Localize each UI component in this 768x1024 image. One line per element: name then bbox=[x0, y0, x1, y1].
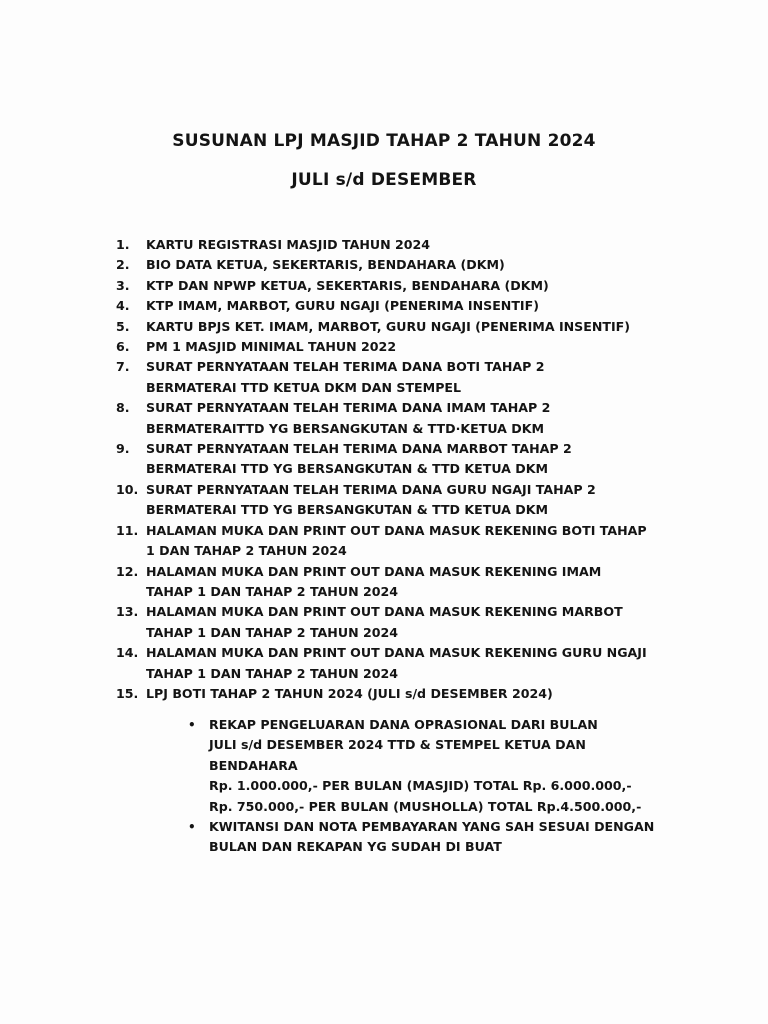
item-text: SURAT PERNYATAAN TELAH TERIMA DANA IMAM TAHAP 2 BERMATERAITTD YG BERSANGKUTAN & TTD·KETUA DKM bbox=[146, 400, 551, 436]
item-text: HALAMAN MUKA DAN PRINT OUT DANA MASUK REKENING IMAM TAHAP 1 DAN TAHAP 2 TAHUN 2024 bbox=[146, 563, 602, 599]
requirements-list bbox=[116, 235, 716, 704]
list-item bbox=[116, 296, 716, 316]
bullet-item bbox=[188, 817, 708, 858]
list-item bbox=[116, 235, 716, 255]
list-item bbox=[116, 255, 716, 275]
item-number: 8. bbox=[116, 400, 130, 416]
list-item bbox=[116, 480, 716, 521]
document-subtitle: JULI s/d DESEMBER bbox=[291, 170, 477, 190]
item-text: SURAT PERNYATAAN TELAH TERIMA DANA GURU NGAJI TAHAP 2 BERMATERAI TTD YG BERSANGKUTAN & TTD KETUA DKM bbox=[146, 481, 596, 518]
item-text: KARTU REGISTRASI MASJID TAHUN 2024 bbox=[146, 237, 431, 252]
item-text: PM 1 MASJID MINIMAL TAHUN 2022 bbox=[146, 339, 397, 355]
item-number: 5. bbox=[116, 318, 130, 334]
list-item bbox=[116, 521, 716, 562]
item-text: SURAT PERNYATAAN TELAH TERIMA DANA MARBOT TAHAP 2 BERMATERAI TTD YG BERSANGKUTAN & TTD KETUA DKM bbox=[146, 441, 572, 477]
item-number: 4. bbox=[116, 298, 130, 314]
list-item bbox=[116, 317, 716, 337]
notes-list bbox=[188, 715, 708, 858]
bullet-text: KWITANSI DAN NOTA PEMBAYARAN YANG SAH SESUAI DENGAN BULAN DAN REKAPAN YG SUDAH DI BUAT bbox=[209, 819, 655, 855]
item-number: 14. bbox=[116, 645, 139, 661]
item-text: KTP DAN NPWP KETUA, SEKERTARIS, BENDAHARA (DKM) bbox=[146, 277, 549, 293]
item-number: 15. bbox=[116, 685, 139, 701]
item-number: 11. bbox=[116, 522, 139, 538]
item-number: 7. bbox=[116, 359, 130, 375]
list-item bbox=[116, 562, 716, 603]
item-number: 6. bbox=[116, 339, 130, 355]
item-text: LPJ BOTI TAHAP 2 TAHUN 2024 (JULI s/d DESEMBER 2024) bbox=[146, 685, 553, 701]
item-number: 2. bbox=[116, 257, 130, 273]
item-number: 1. bbox=[116, 237, 130, 252]
bullet-icon: • bbox=[188, 820, 196, 835]
item-number: 10. bbox=[116, 481, 139, 497]
item-number: 3. bbox=[116, 277, 130, 293]
list-item bbox=[116, 684, 716, 704]
item-text: KARTU BPJS KET. IMAM, MARBOT, GURU NGAJI (PENERIMA INSENTIF) bbox=[146, 318, 631, 334]
list-item bbox=[116, 643, 716, 684]
list-item bbox=[116, 439, 716, 480]
list-item bbox=[116, 276, 716, 296]
document-title: SUSUNAN LPJ MASJID TAHAP 2 TAHUN 2024 bbox=[172, 131, 596, 151]
bullet-icon: • bbox=[188, 718, 196, 732]
list-item bbox=[116, 357, 716, 398]
item-text: HALAMAN MUKA DAN PRINT OUT DANA MASUK REKENING MARBOT TAHAP 1 DAN TAHAP 2 TAHUN 2024 bbox=[146, 604, 623, 640]
list-item bbox=[116, 602, 716, 643]
bullet-item bbox=[188, 715, 708, 817]
item-text: SURAT PERNYATAAN TELAH TERIMA DANA BOTI TAHAP 2 BERMATERAI TTD KETUA DKM DAN STEMPEL bbox=[146, 359, 545, 395]
bullet-text: REKAP PENGELUARAN DANA OPRASIONAL DARI BULAN JULI s/d DESEMBER 2024 TTD & STEMPEL KETUA DAN BENDAHARA Rp. 1.000.000,- PER BULAN (MASJID) TOTAL Rp. 6.000.000,- Rp. 750.000,- PER BULAN (MUSHOLLA) TOTAL Rp.4.500.000,- bbox=[209, 717, 642, 814]
item-number: 9. bbox=[116, 441, 130, 457]
list-item bbox=[116, 337, 716, 357]
item-number: 12. bbox=[116, 563, 139, 579]
item-text: HALAMAN MUKA DAN PRINT OUT DANA MASUK REKENING BOTI TAHAP 1 DAN TAHAP 2 TAHUN 2024 bbox=[146, 522, 647, 559]
item-number: 13. bbox=[116, 604, 139, 620]
item-text: BIO DATA KETUA, SEKERTARIS, BENDAHARA (DKM) bbox=[146, 257, 505, 273]
item-text: HALAMAN MUKA DAN PRINT OUT DANA MASUK REKENING GURU NGAJI TAHAP 1 DAN TAHAP 2 TAHUN 2024 bbox=[146, 645, 647, 681]
list-item bbox=[116, 398, 716, 439]
item-text: KTP IMAM, MARBOT, GURU NGAJI (PENERIMA INSENTIF) bbox=[146, 298, 539, 314]
